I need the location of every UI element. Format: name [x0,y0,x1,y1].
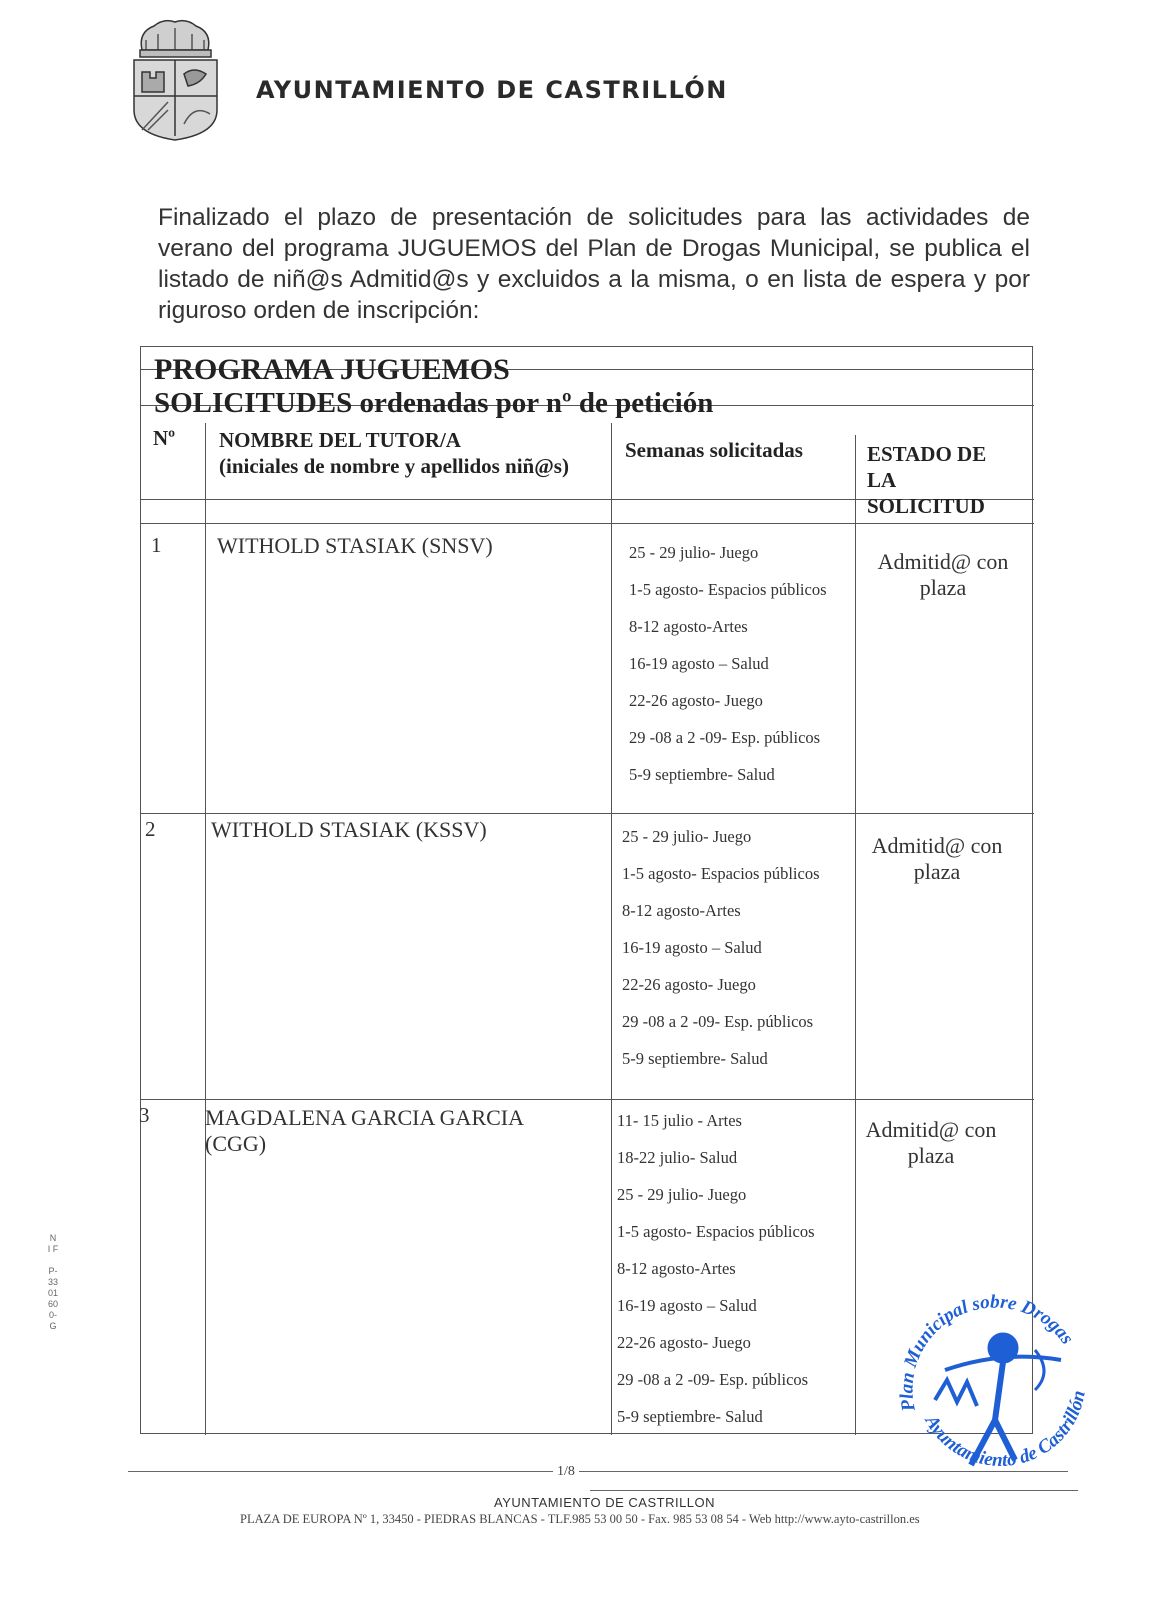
week-item: 22-26 agosto- Juego [629,691,763,710]
week-item: 5-9 septiembre- Salud [617,1407,763,1426]
week-item: 29 -08 a 2 -09- Esp. públicos [629,728,821,747]
week-item: 25 - 29 julio- Juego [622,827,752,846]
row-number: 1 [151,533,162,557]
tutor-name: MAGDALENA GARCIA GARCIA (CGG) [205,1105,525,1156]
week-item: 1-5 agosto- Espacios públicos [622,864,820,883]
svg-text:Ayuntamiento de Castrillón: Ayuntamiento de Castrillón [920,1388,1090,1472]
tutor-name: WITHOLD STASIAK (KSSV) [211,817,487,842]
week-item: 8-12 agosto-Artes [617,1259,736,1278]
week-item: 18-22 julio- Salud [617,1148,738,1167]
page-number: 1/8 [553,1464,579,1480]
requests-table [140,346,1033,1434]
column-header-weeks: Semanas solicitadas [625,438,803,462]
column-header-number: Nº [153,426,176,450]
table-title: PROGRAMA JUGUEMOS [154,353,510,386]
week-item: 8-12 agosto-Artes [622,901,741,920]
column-header-tutor: NOMBRE DEL TUTOR/A (iniciales de nombre y apellidos niñ@s) [219,428,569,478]
week-item: 25 - 29 julio- Juego [617,1185,747,1204]
row-number: 2 [145,817,156,841]
week-item: 22-26 agosto- Juego [617,1333,751,1352]
week-item: 1-5 agosto- Espacios públicos [629,580,827,599]
footer-divider [128,1471,1068,1472]
request-status: Admitid@ con plaza [871,833,1003,884]
week-item: 29 -08 a 2 -09- Esp. públicos [617,1370,809,1389]
column-header-status: ESTADO DE LA SOLICITUD [867,442,987,518]
registry-margin-code: N I F P- 33 01 60 0- G [47,1233,59,1331]
intro-paragraph: Finalizado el plazo de presentación de solicitudes para las actividades de verano del programa JUGUEMOS del Plan de Drogas Municipal, se publica el listado de niñ@s Admitid@s y excluidos a la misma, o en lista de espera y por riguroso orden de inscripción: [158,204,1030,324]
week-item: 25 - 29 julio- Juego [629,543,759,562]
week-item: 5-9 septiembre- Salud [622,1049,768,1068]
coat-of-arms-icon [128,14,223,142]
week-item: 16-19 agosto – Salud [622,938,762,957]
week-item: 16-19 agosto – Salud [629,654,769,673]
week-item: 22-26 agosto- Juego [622,975,756,994]
request-status: Admitid@ con plaza [877,549,1009,600]
requested-weeks-list [617,1111,815,1444]
plan-municipal-drogas-stamp-icon [885,1290,1105,1505]
requested-weeks-list [622,827,820,1086]
week-item: 16-19 agosto – Salud [617,1296,757,1315]
organization-title: AYUNTAMIENTO DE CASTRILLÓN [256,76,728,104]
table-subtitle: SOLICITUDES ordenadas por nº de petición [154,387,714,419]
footer-organization: AYUNTAMIENTO DE CASTRILLON [494,1495,716,1510]
requested-weeks-list [629,543,827,802]
week-item: 1-5 agosto- Espacios públicos [617,1222,815,1241]
tutor-name: WITHOLD STASIAK (SNSV) [217,533,493,558]
request-status: Admitid@ con plaza [865,1117,997,1168]
footer-address: PLAZA DE EUROPA Nº 1, 33450 - PIEDRAS BLANCAS - TLF.985 53 00 50 - Fax. 985 53 08 54 - Web http://www.ayto-castrillon.es [240,1512,920,1526]
week-item: 5-9 septiembre- Salud [629,765,775,784]
footer-divider-secondary [590,1490,1078,1491]
week-item: 29 -08 a 2 -09- Esp. públicos [622,1012,814,1031]
week-item: 8-12 agosto-Artes [629,617,748,636]
svg-text:Plan Municipal sobre Drogas: Plan Municipal sobre Drogas [896,1291,1078,1413]
week-item: 11- 15 julio - Artes [617,1111,742,1130]
row-number: 3 [139,1103,150,1127]
